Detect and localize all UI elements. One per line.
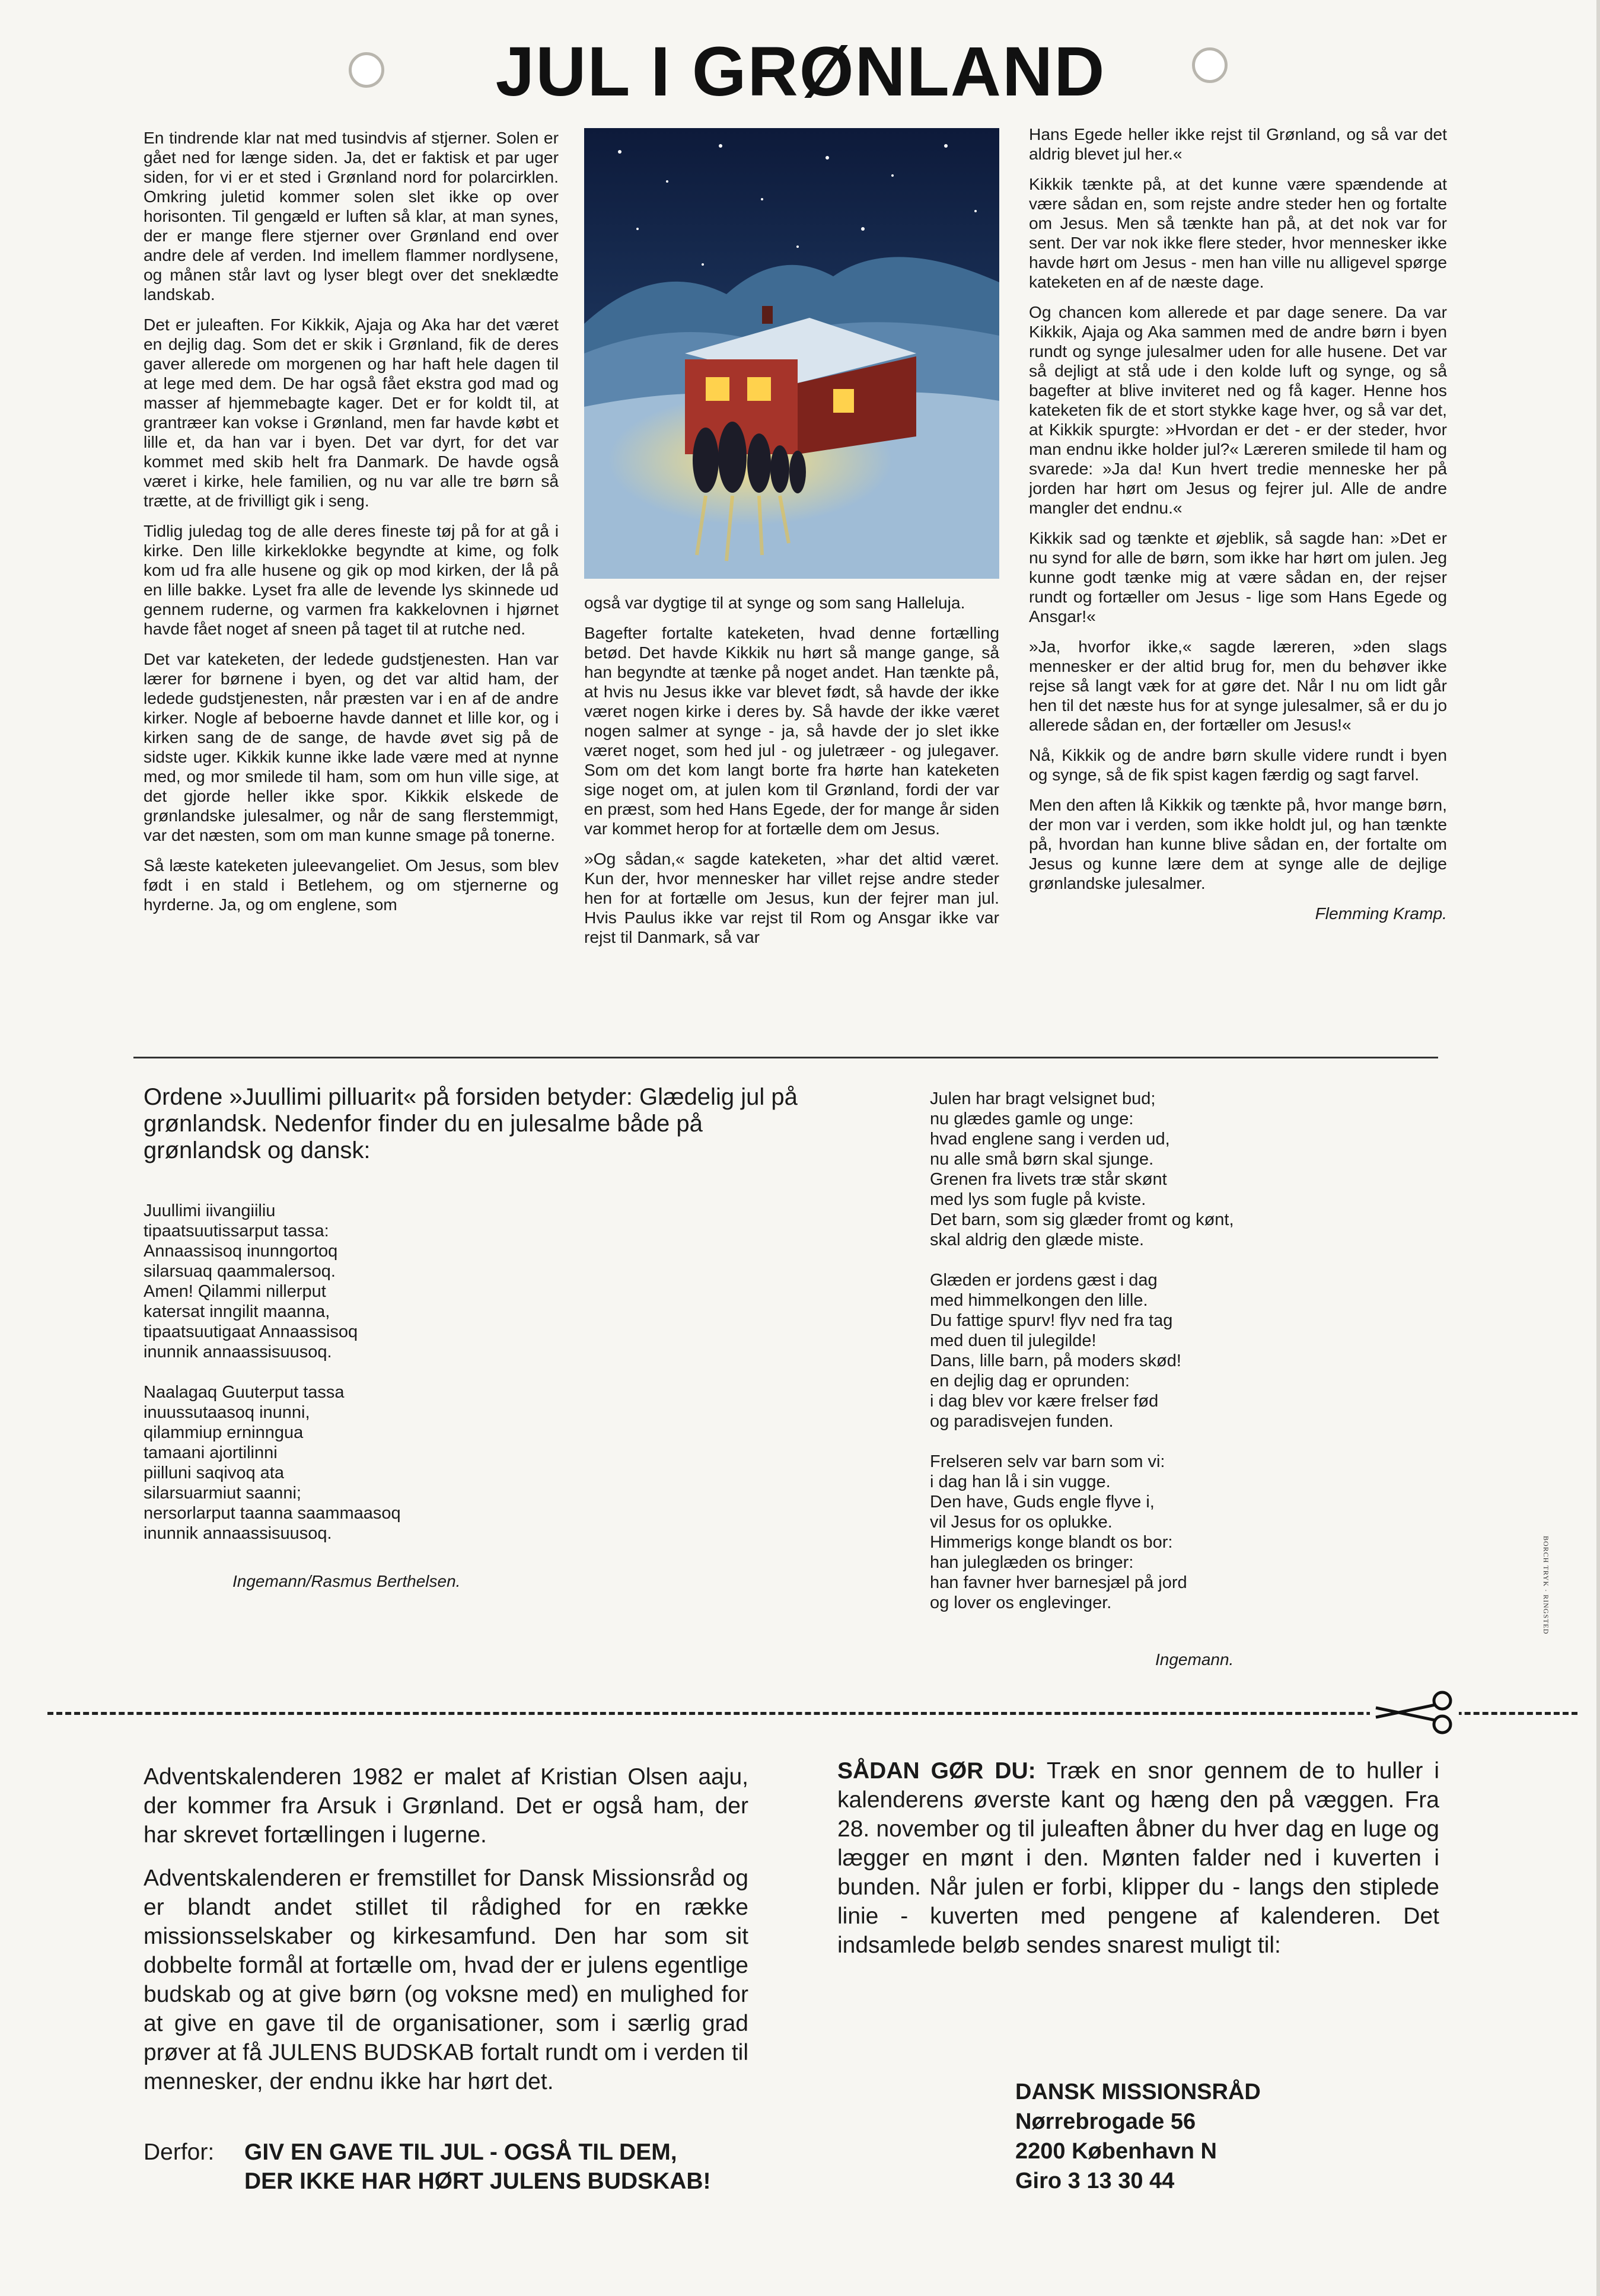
hymn-line: hvad englene sang i verden ud, bbox=[930, 1130, 1170, 1149]
call-to-action bbox=[144, 2138, 855, 2196]
page-title: JUL I GRØNLAND bbox=[495, 33, 1106, 111]
hymn-line: nu glædes gamle og unge: bbox=[930, 1109, 1134, 1128]
hymn-stanza bbox=[930, 1270, 1345, 1431]
hymn-stanza bbox=[144, 1382, 559, 1544]
story-paragraph: Men den aften lå Kikkik og tænkte på, hvor mange børn, der mon var i verden, som ikke holdt jul, og han tænkte på, hvordan han kunne blive sådan en, der fortalte om Jesus og kunne lære dem at synge alle de dejlige grønlandske julesalmer. bbox=[1029, 795, 1447, 892]
hymn-line: og paradisvejen funden. bbox=[930, 1412, 1114, 1431]
hymn-line: med himmelkongen den lille. bbox=[930, 1291, 1148, 1310]
hymn-stanza bbox=[930, 1089, 1345, 1250]
hymn-line: inunnik annaassisuusoq. bbox=[144, 1524, 332, 1543]
story-paragraph: også var dygtige til at synge og som sang Halleluja. bbox=[584, 593, 965, 612]
hymn-greenlandic bbox=[144, 1201, 559, 1564]
info-paragraph: Adventskalenderen 1982 er malet af Kristian Olsen aaju, der kommer fra Arsuk i Grønland. Det er også ham, der har skrevet fortællingen i lugerne. bbox=[144, 1764, 748, 1848]
address-giro: Giro 3 13 30 44 bbox=[1015, 2169, 1175, 2193]
hymn-line: piilluni saqivoq ata bbox=[144, 1463, 284, 1482]
story-paragraph: Bagefter fortalte kateketen, hvad denne fortælling betød. Det havde Kikkik nu hørt så mange gange, så han begyndte at tænke på noget andet. Han tænkte på, at hvis nu Jesus ikke var blevet født, så havde der ikke været nogen kirke i deres by. Så havde der ikke været nogen salmer at synge - ja, så havde der jo slet ikke været noget, som hed jul - og juletræer - og julegaver. Som om det kom langt borte fra hørte han kateketen sige noget om, at julen kom til Grønland, fordi der var en præst, som hed Hans Egede, der for mange år siden var kommet herop for at fortælle dem om Jesus. bbox=[584, 623, 999, 838]
hymn-line: katersat inngilit maanna, bbox=[144, 1302, 330, 1321]
hymn-line: vil Jesus for os oplukke. bbox=[930, 1513, 1113, 1532]
address-name: DANSK MISSIONSRÅD bbox=[1015, 2080, 1261, 2104]
hymn-line: i dag blev vor kære frelser fød bbox=[930, 1392, 1159, 1411]
hymn-line: med lys som fugle på kviste. bbox=[930, 1190, 1146, 1209]
cut-line-dashed bbox=[47, 1712, 1577, 1715]
hymn-stanza bbox=[930, 1452, 1345, 1613]
story-paragraph: Kikkik sad og tænkte et øjeblik, så sagde han: »Det er nu synd for alle de børn, som ikke har hørt om julen. Jeg kunne godt tænke mig at være sådan en, der rejser rundt og fortæller om Jesus - lige som Hans Egede og Ansgar!« bbox=[1029, 528, 1448, 626]
hymn-line: tipaatsuutigaat Annaassisoq bbox=[144, 1322, 358, 1341]
hymn-danish-credit: Ingemann. bbox=[1155, 1650, 1234, 1669]
hymn-line: Frelseren selv var barn som vi: bbox=[930, 1452, 1165, 1471]
address-city: 2200 København N bbox=[1015, 2139, 1217, 2164]
instructions-text: Træk en snor gennem de to huller i kalenderens øverste kant og hæng den på væggen. Fra 28. november og til juleaften åbner du hver dag en luge og lægger en mønt i den. Mønten falder ned i kuverten i bunden. Når julen er forbi, klipper du - langs den stiplede linie - kuverten med pengene af kalenderen. Det indsamlede beløb sendes snarest muligt til: bbox=[837, 1758, 1439, 1958]
story-paragraph: Nå, Kikkik og de andre børn skulle videre rundt i byen og synge, så de fik spist kagen færdig og sagt farvel. bbox=[1029, 745, 1447, 784]
cta-line-1: GIV EN GAVE TIL JUL - OGSÅ TIL DEM, bbox=[244, 2139, 677, 2165]
story-column-3 bbox=[1029, 125, 1447, 923]
story-paragraph: Det er juleaften. For Kikkik, Ajaja og Aka har det været en dejlig dag. Som det er skik i Grønland, fik de deres gaver allerede om morgenen og har haft hele dagen til at lege med dem. De har også fået ekstra god mad og masser af hjemmebagte kager. Det er for koldt til, at grantræer kan vokse i Grønland, men far havde købt et lille et, da han var i byen. Det var dyrt, for det var kommet med skib helt fra Danmark. De havde også været i kirke, hele familien, og nu var alle tre børn så trætte, at de frivilligt gik i seng. bbox=[144, 315, 559, 510]
hymn-line: Det barn, som sig glæder fromt og kønt, bbox=[930, 1210, 1234, 1229]
hymn-line: inunnik annaassisuusoq. bbox=[144, 1342, 332, 1361]
hymn-line: Den have, Guds engle flyve i, bbox=[930, 1493, 1155, 1511]
hymn-line: med duen til julegilde! bbox=[930, 1331, 1097, 1350]
section-divider bbox=[133, 1057, 1438, 1058]
story-column-2 bbox=[584, 593, 999, 958]
story-paragraph: »Og sådan,« sagde kateketen, »har det altid været. Kun der, hvor mennesker har villet rejse andre steder hen for at fortælle om Jesus, kun der fejrer man jul. Hvis Paulus ikke var rejst til Rom og Ansgar ikke var rejst til Danmark, så var bbox=[584, 849, 999, 946]
hymn-stanza bbox=[144, 1201, 559, 1362]
address-street: Nørrebrogade 56 bbox=[1015, 2109, 1196, 2134]
scissors-icon bbox=[1370, 1689, 1459, 1736]
story-paragraph: Kikkik tænkte på, at det kunne være spændende at være sådan en, som rejste andre steder hen og fortalte om Jesus. Men så tænkte han på, at det nok var for sent. Der var nok ikke flere steder, hvor mennesker ikke havde hørt om Jesus - men han ville nu alligevel spørge kateketen en af de næste dage. bbox=[1029, 174, 1447, 291]
hymn-line: nersorlarput taanna saammaasoq bbox=[144, 1504, 401, 1523]
hymn-line: Naalagaq Guuterput tassa bbox=[144, 1383, 345, 1402]
story-paragraph: Tidlig juledag tog de alle deres fineste tøj på for at gå i kirke. Den lille kirkeklokke begyndte at kime, og folk kom ud fra alle husene og gik op mod kirken, der lå på en lille bakke. Lyset fra alle de levende lys skinnede ud gennem ruderne, og varmen fra kakkelovnen i hjørnet havde fået noget af sneen på taget til at rutche ned. bbox=[144, 521, 559, 638]
hymn-line: nu alle små børn skal sjunge. bbox=[930, 1150, 1154, 1169]
story-column-1 bbox=[144, 128, 559, 925]
illustration-greenland-house-night bbox=[584, 128, 999, 579]
hymn-line: Himmerigs konge blandt os bor: bbox=[930, 1533, 1173, 1552]
story-paragraph: Det var kateketen, der ledede gudstjenesten. Han var lærer for børnene i byen, og det var altid ham, der ledede gudstjenesten, når præsten var i en af de andre kirker. Nogle af beboerne havde dannet et lille kor, og i kirken sang de de sange, de havde øvet sig på de sidste uger. Kikkik kunne ikke lade være med at nynne med, og mor smilede til ham, som om hun ville sige, at det gjorde heller ikke spor. Kikkik elskede de grønlandske julesalmer, og når de sang flerstemmigt, var det næsten, som om man kunne smage på tonerne. bbox=[144, 649, 559, 844]
story-paragraph: En tindrende klar nat med tusindvis af stjerner. Solen er gået ned for længe siden. Ja, det er faktisk et par uger siden, for vi er et sted i Grønland nord for polarcirklen. Omkring juletid kommer solen slet ikke op over horisonten. Til gengæld er luften så klar, at man synes, der er mange flere stjerner over Grønland end over andre dele af verden. Ind imellem flammer nordlysene, og månen står lavt og lyser blegt over det sneklædte landskab. bbox=[144, 128, 559, 304]
hymn-line: Amen! Qilammi nillerput bbox=[144, 1282, 326, 1301]
hanging-hole-right bbox=[1192, 47, 1228, 83]
calendar-info bbox=[144, 1762, 748, 2110]
hymn-line: silarsuarmiut saanni; bbox=[144, 1484, 301, 1503]
hymn-line: Juullimi iivangiiliu bbox=[144, 1201, 276, 1220]
story-author: Flemming Kramp. bbox=[1315, 904, 1447, 923]
hymn-line: han juleglæden os bringer: bbox=[930, 1553, 1134, 1572]
instructions-heading: SÅDAN GØR DU: bbox=[837, 1758, 1036, 1784]
hymn-line: tamaani ajortilinni bbox=[144, 1443, 278, 1462]
hymn-intro: Ordene »Juullimi pilluarit« på forsiden betyder: Glædelig jul på grønlandsk. Nedenfor finder du en julesalme både på grønlandsk og dansk: bbox=[144, 1084, 798, 1163]
hymn-line: Annaassisoq inunngortoq bbox=[144, 1242, 338, 1261]
night-scene-illustration bbox=[584, 128, 999, 579]
hymn-line: Du fattige spurv! flyv ned fra tag bbox=[930, 1311, 1173, 1330]
cta-line-2: DER IKKE HAR HØRT JULENS BUDSKAB! bbox=[244, 2169, 711, 2194]
hymn-line: Grenen fra livets træ står skønt bbox=[930, 1170, 1167, 1189]
hymn-danish bbox=[930, 1089, 1345, 1633]
hymn-line: tipaatsuutissarput tassa: bbox=[144, 1222, 329, 1241]
hymn-line: en dejlig dag er oprunden: bbox=[930, 1372, 1130, 1391]
info-paragraph: Adventskalenderen er fremstillet for Dansk Missionsråd og er blandt andet stillet til rådighed for en række missionsselskaber og kirkesamfund. Den har som sit dobbelte formål at fortælle om, hvad der er julens egentlige budskab og at give børn (og voksne med) en mulighed for at give en gave til de organisationer, som i særlig grad prøver at få JULENS BUDSKAB fortalt rundt om i verden til mennesker, der endnu ikke har hørt det. bbox=[144, 1866, 748, 2094]
hymn-line: skal aldrig den glæde miste. bbox=[930, 1230, 1145, 1249]
printer-imprint: BORCH TRYK · RINGSTED bbox=[1542, 1536, 1550, 1635]
story-paragraph: Så læste kateketen juleevangeliet. Om Jesus, som blev født i en stald i Betlehem, og om stjernerne og hyrderne. Ja, og om englene, som bbox=[144, 856, 559, 914]
hymn-line: og lover os englevinger. bbox=[930, 1593, 1112, 1612]
hymn-line: Julen har bragt velsignet bud; bbox=[930, 1089, 1156, 1108]
story-paragraph: Og chancen kom allerede et par dage senere. Da var Kikkik, Ajaja og Aka sammen med de andre børn i byen rundt og synge julesalmer uden for alle husene. Det var så dejligt at stå ude i den kolde luft og synge, og så bagefter at blive inviteret ned og få kager. Henne hos kateketen fik de et stort stykke kage hver, og så var det, at Kikkik spurgte: »Hvordan er det - er der steder, hvor man endnu ikke holder jul?« Læreren smilede til ham og svarede: »Ja da! Kun hvert tredie menneske her på jorden har hørt om Jesus og fejrer jul. Alle de andre mangler det endnu.« bbox=[1029, 302, 1447, 517]
story-paragraph: Hans Egede heller ikke rejst til Grønland, og så var det aldrig blevet jul her.« bbox=[1029, 125, 1447, 163]
hymn-line: silarsuaq qaammalersoq. bbox=[144, 1262, 336, 1281]
instructions bbox=[837, 1756, 1439, 1960]
mailing-address bbox=[1015, 2077, 1312, 2196]
hymn-greenlandic-credit: Ingemann/Rasmus Berthelsen. bbox=[232, 1572, 461, 1590]
hymn-line: i dag han lå i sin vugge. bbox=[930, 1472, 1111, 1491]
story-paragraph: »Ja, hvorfor ikke,« sagde læreren, »den slags mennesker er der altid brug for, men du behøver ikke rejse så langt væk for at gøre det. Når I nu om lidt går hen til det næste hus for at synge julesalmer, så er du jo allerede sådan en, der fortæller om Jesus!« bbox=[1029, 637, 1447, 734]
hanging-hole-left bbox=[349, 52, 384, 88]
hymn-line: han favner hver barnesjæl på jord bbox=[930, 1573, 1187, 1592]
hymn-line: Glæden er jordens gæst i dag bbox=[930, 1271, 1158, 1290]
hymn-line: qilammiup erninngua bbox=[144, 1423, 304, 1442]
hymn-line: inuussutaasoq inunni, bbox=[144, 1403, 310, 1422]
hymn-line: Dans, lille barn, på moders skød! bbox=[930, 1351, 1181, 1370]
cta-label: Derfor: bbox=[144, 2139, 215, 2165]
